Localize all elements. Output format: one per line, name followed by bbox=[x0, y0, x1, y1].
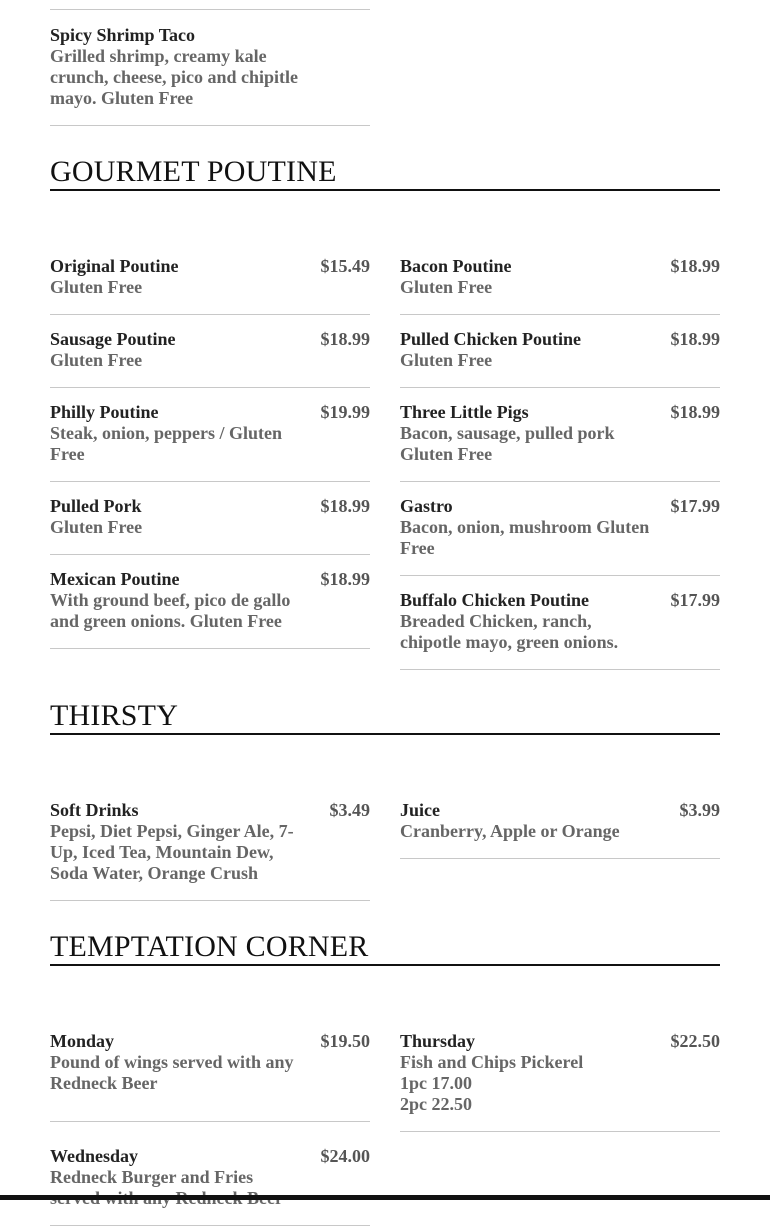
item-price: $18.99 bbox=[670, 402, 720, 422]
item-price: $17.99 bbox=[670, 496, 720, 516]
item-price: $19.99 bbox=[320, 402, 370, 422]
item-description: Gluten Free bbox=[400, 277, 493, 297]
item-price: $15.49 bbox=[320, 256, 370, 276]
item-name: Bacon Poutine bbox=[400, 256, 512, 276]
menu-item bbox=[50, 402, 370, 482]
item-name: Philly Poutine bbox=[50, 402, 159, 422]
item-name: Mexican Poutine bbox=[50, 569, 180, 589]
item-price: $19.50 bbox=[320, 1031, 370, 1051]
item-price: $24.00 bbox=[320, 1146, 370, 1166]
item-description: Bacon, onion, mushroom Gluten Free bbox=[400, 517, 650, 558]
item-description: Redneck Burger and Fries bbox=[50, 1167, 254, 1187]
menu-item-spicy-shrimp-taco bbox=[50, 25, 370, 126]
menu-item bbox=[400, 800, 720, 859]
item-name: Pulled Chicken Poutine bbox=[400, 329, 582, 349]
item-description: Gluten Free bbox=[50, 517, 143, 537]
item-name: Spicy Shrimp Taco bbox=[50, 25, 196, 45]
menu-item bbox=[400, 590, 720, 670]
item-description: With ground beef, pico de gallo and green onions. Gluten Free bbox=[50, 590, 291, 631]
menu-item bbox=[400, 329, 720, 388]
menu-item bbox=[400, 256, 720, 315]
menu-item bbox=[50, 1146, 370, 1226]
item-name: Monday bbox=[50, 1031, 115, 1051]
item-name: Soft Drinks bbox=[50, 800, 139, 820]
item-description: Bacon, sausage, pulled pork Gluten Free bbox=[400, 423, 615, 464]
item-description: Gluten Free bbox=[400, 350, 493, 370]
item-name: Thursday bbox=[400, 1031, 476, 1051]
item-description: Pepsi, Diet Pepsi, Ginger Ale, 7-Up, Iced Tea, Mountain Dew, Soda Water, Orange Crush bbox=[50, 821, 294, 883]
menu-item bbox=[50, 1031, 370, 1122]
item-description: Steak, onion, peppers / Gluten Free bbox=[50, 423, 283, 464]
menu-item bbox=[50, 569, 370, 649]
menu-item bbox=[50, 800, 370, 901]
item-name: Gastro bbox=[400, 496, 453, 516]
menu-item bbox=[50, 256, 370, 315]
item-price: $17.99 bbox=[670, 590, 720, 610]
item-price: $18.99 bbox=[670, 256, 720, 276]
section-header-gourmet-poutine bbox=[50, 155, 720, 191]
section-header-thirsty bbox=[50, 699, 720, 735]
menu-item bbox=[50, 329, 370, 388]
item-price: $18.99 bbox=[320, 496, 370, 516]
item-description: Cranberry, Apple or Orange bbox=[400, 821, 620, 841]
item-price: $22.50 bbox=[670, 1031, 720, 1051]
menu-item bbox=[50, 496, 370, 555]
section-title: GOURMET POUTINE bbox=[50, 155, 337, 188]
item-price: $18.99 bbox=[670, 329, 720, 349]
item-name: Sausage Poutine bbox=[50, 329, 176, 349]
item-name: Wednesday bbox=[50, 1146, 139, 1166]
item-name: Buffalo Chicken Poutine bbox=[400, 590, 590, 610]
divider bbox=[50, 9, 370, 10]
item-price: $3.49 bbox=[329, 800, 370, 820]
section-title: THIRSTY bbox=[50, 699, 179, 732]
item-name: Original Poutine bbox=[50, 256, 179, 276]
item-description: Fish and Chips Pickerel 1pc 17.00 2pc 22.50 bbox=[400, 1052, 584, 1114]
item-price: $18.99 bbox=[320, 329, 370, 349]
item-description: Gluten Free bbox=[50, 350, 143, 370]
item-description: Grilled shrimp, creamy kale crunch, cheese, pico and chipitle mayo. Gluten Free bbox=[50, 46, 298, 108]
item-price: $3.99 bbox=[679, 800, 720, 820]
section-header-temptation-corner bbox=[50, 930, 720, 966]
menu-item bbox=[400, 402, 720, 482]
section-title: TEMPTATION CORNER bbox=[50, 930, 369, 963]
item-price: $18.99 bbox=[320, 569, 370, 589]
item-description: Gluten Free bbox=[50, 277, 143, 297]
item-name: Juice bbox=[400, 800, 440, 820]
item-name: Three Little Pigs bbox=[400, 402, 529, 422]
bottom-edge-bar bbox=[0, 1195, 770, 1200]
menu-item bbox=[400, 1031, 720, 1132]
item-description: Pound of wings served with any Redneck Beer bbox=[50, 1052, 294, 1093]
menu-item bbox=[400, 496, 720, 576]
item-description: Breaded Chicken, ranch, chipotle mayo, green onions. bbox=[400, 611, 619, 652]
item-name: Pulled Pork bbox=[50, 496, 142, 516]
